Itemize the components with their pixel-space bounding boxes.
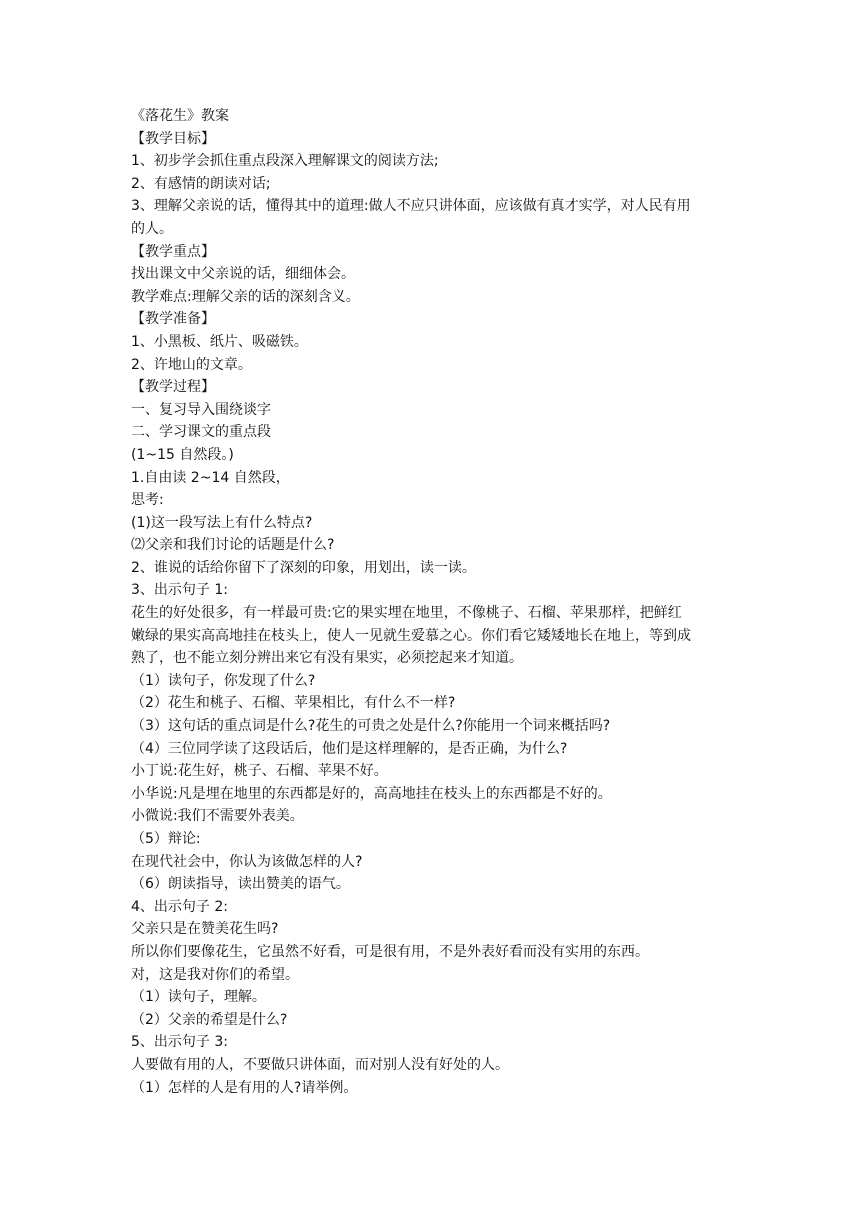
- text-line: 5、出示句子 3:: [131, 1034, 228, 1051]
- text-line: 在现代社会中，你认为该做怎样的人?: [131, 853, 363, 870]
- text-line: 4、出示句子 2:: [131, 898, 228, 915]
- text-line: (1)这一段写法上有什么特点?: [131, 514, 313, 531]
- text-line: （2）父亲的希望是什么?: [131, 1011, 288, 1028]
- text-line: 【教学目标】: [131, 130, 215, 147]
- text-line: 嫩绿的果实高高地挂在枝头上，使人一见就生爱慕之心。你们看它矮矮地长在地上，等到成: [131, 627, 691, 644]
- text-line: （1）读句子，理解。: [131, 989, 266, 1006]
- text-line: 2、许地山的文章。: [131, 356, 252, 373]
- text-line: 二、学习课文的重点段: [131, 424, 271, 441]
- text-line: 1、小黑板、纸片、吸磁铁。: [131, 333, 308, 350]
- text-line: 小华说:凡是埋在地里的东西都是好的，高高地挂在枝头上的东西都是不好的。: [131, 785, 612, 802]
- text-line: 的人。: [131, 220, 173, 237]
- text-line: 2、谁说的话给你留下了深刻的印象，用划出，读一读。: [131, 559, 476, 576]
- text-line: 熟了，也不能立刻分辨出来它有没有果实，必须挖起来才知道。: [131, 650, 523, 667]
- text-line: 小微说:我们不需要外表美。: [131, 808, 304, 825]
- text-line: 3、出示句子 1:: [131, 582, 228, 599]
- text-line: 思考:: [131, 492, 164, 509]
- text-line: （3）这句话的重点词是什么?花生的可贵之处是什么?你能用一个词来概括吗?: [131, 718, 611, 735]
- text-line: 1.自由读 2~14 自然段，: [131, 469, 290, 486]
- text-line: 3、理解父亲说的话，懂得其中的道理:做人不应只讲体面，应该做有真才实学，对人民有用: [131, 198, 691, 215]
- text-line: 1、初步学会抓住重点段深入理解课文的阅读方法;: [131, 153, 439, 170]
- text-line: 人要做有用的人，不要做只讲体面，而对别人没有好处的人。: [131, 1056, 509, 1073]
- text-line: 【教学过程】: [131, 379, 215, 396]
- text-line: 教学难点:理解父亲的话的深刻含义。: [131, 288, 360, 305]
- text-line: 一、复习导入围绕谈字: [131, 401, 271, 418]
- text-line: ⑵父亲和我们讨论的话题是什么?: [131, 537, 335, 554]
- text-line: （6）朗读指导，读出赞美的语气。: [131, 876, 350, 893]
- text-line: （4）三位同学读了这段话后，他们是这样理解的，是否正确，为什么?: [131, 740, 568, 757]
- lesson-plan-document: [131, 105, 731, 1099]
- text-line: （1）读句子，你发现了什么?: [131, 672, 316, 689]
- text-line: 【教学重点】: [131, 243, 215, 260]
- text-line: 【教学准备】: [131, 311, 215, 328]
- text-line: （1）怎样的人是有用的人?请举例。: [131, 1079, 358, 1096]
- text-line: 父亲只是在赞美花生吗?: [131, 921, 279, 938]
- text-line: （5）辩论:: [131, 831, 201, 847]
- text-line: (1~15 自然段。): [131, 446, 234, 463]
- document-title: 《落花生》教案: [131, 108, 229, 124]
- text-line: 花生的好处很多，有一样最可贵:它的果实埋在地里，不像桃子、石榴、苹果那样，把鲜红: [131, 605, 682, 622]
- text-line: 对，这是我对你们的希望。: [131, 966, 299, 983]
- text-line: （2）花生和桃子、石榴、苹果相比，有什么不一样?: [131, 695, 456, 712]
- text-line: 2、有感情的朗读对话;: [131, 175, 271, 192]
- text-line: 小丁说:花生好，桃子、石榴、苹果不好。: [131, 763, 388, 780]
- text-line: 所以你们要像花生，它虽然不好看，可是很有用，不是外表好看而没有实用的东西。: [131, 943, 649, 960]
- text-line: 找出课文中父亲说的话，细细体会。: [131, 266, 355, 283]
